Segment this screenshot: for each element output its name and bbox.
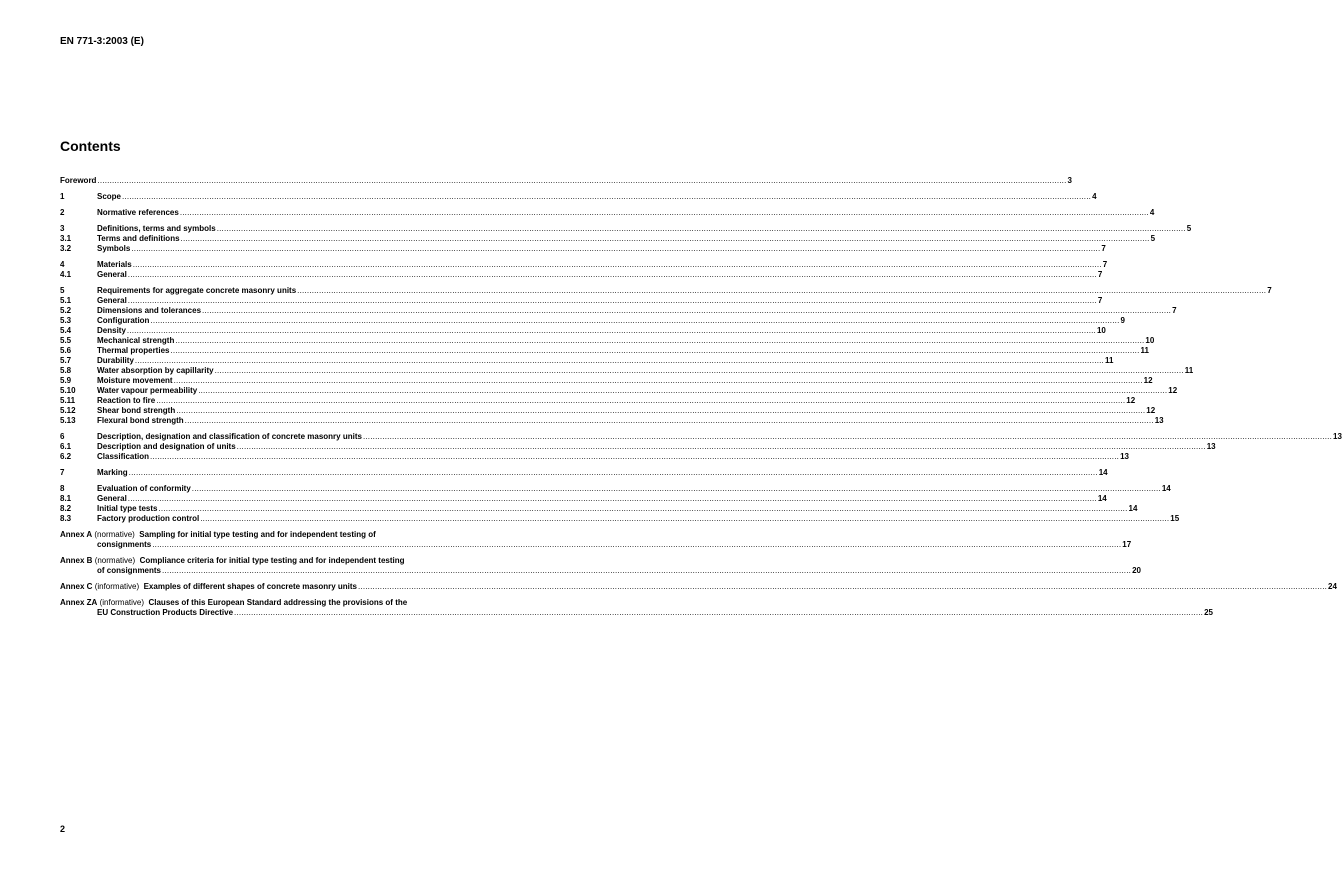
- annex-title-continued: of consignments: [97, 566, 162, 575]
- annex-page: 24: [1328, 582, 1337, 591]
- toc-entry[interactable]: [60, 270, 1103, 280]
- toc-entry-number: 2: [60, 208, 65, 217]
- dot-leader: ................................................................................................................................................................................................................................................................................................................................................................................................................: [128, 468, 1098, 477]
- table-of-contents: [60, 176, 1342, 618]
- annex-title-line: [60, 566, 1141, 576]
- dot-leader: ................................................................................................................................................................................................................................................................................................................................................................................................................: [362, 432, 1333, 441]
- annex-page: 17: [1122, 540, 1132, 549]
- toc-entry-title: Requirements for aggregate concrete masonry units: [97, 286, 297, 295]
- toc-entry[interactable]: [60, 316, 1125, 326]
- page-number: 2: [60, 824, 66, 834]
- toc-entry-title: Dimensions and tolerances: [97, 306, 202, 315]
- toc-entry[interactable]: [60, 366, 1194, 376]
- toc-entry-title: Thermal properties: [97, 346, 170, 355]
- toc-entry-number: 4: [60, 260, 65, 269]
- toc-entry[interactable]: [60, 224, 1192, 234]
- dot-leader: ................................................................................................................................................................................................................................................................................................................................................................................................................: [175, 336, 1145, 345]
- dot-leader: ................................................................................................................................................................................................................................................................................................................................................................................................................: [158, 504, 1128, 513]
- annex-label: Annex B: [60, 556, 93, 565]
- toc-entry-number: 6.2: [60, 452, 72, 461]
- toc-entry-title: Durability: [97, 356, 134, 365]
- toc-entry-title: Normative references: [97, 208, 179, 217]
- toc-entry-number: 8.1: [60, 494, 72, 503]
- dot-leader: ................................................................................................................................................................................................................................................................................................................................................................................................................: [134, 356, 1104, 365]
- annex-title-line: [60, 582, 1337, 592]
- dot-leader: ................................................................................................................................................................................................................................................................................................................................................................................................................: [173, 376, 1143, 385]
- toc-entry[interactable]: [60, 176, 1072, 186]
- toc-entry-page: 4: [1149, 208, 1155, 217]
- toc-entry-page: 14: [1161, 484, 1171, 493]
- annex-page: 20: [1132, 566, 1141, 575]
- dot-leader: ................................................................................................................................................................................................................................................................................................................................................................................................................: [152, 540, 1122, 549]
- toc-entry-title: Description and designation of units: [97, 442, 236, 451]
- annex-entry[interactable]: [60, 530, 1132, 550]
- toc-entry-page: 7: [1097, 270, 1103, 279]
- toc-entry[interactable]: [60, 356, 1114, 366]
- dot-leader: ................................................................................................................................................................................................................................................................................................................................................................................................................: [162, 566, 1132, 575]
- toc-entry-title: Evaluation of conformity: [97, 484, 191, 493]
- toc-entry-title: Symbols: [97, 244, 131, 253]
- toc-entry[interactable]: [60, 260, 1108, 270]
- annex-label: Annex ZA: [60, 598, 98, 607]
- toc-entry-page: 9: [1120, 316, 1125, 325]
- toc-entry-page: 12: [1168, 386, 1178, 395]
- toc-entry-page: 15: [1170, 514, 1180, 523]
- annex-page: 25: [1204, 608, 1213, 617]
- dot-leader: ................................................................................................................................................................................................................................................................................................................................................................................................................: [122, 192, 1092, 201]
- toc-entry-number: 8.2: [60, 504, 72, 513]
- toc-entry-page: 3: [1067, 176, 1072, 185]
- dot-leader: ................................................................................................................................................................................................................................................................................................................................................................................................................: [176, 406, 1146, 415]
- dot-leader: ................................................................................................................................................................................................................................................................................................................................................................................................................: [127, 270, 1097, 279]
- dot-leader: ................................................................................................................................................................................................................................................................................................................................................................................................................: [198, 386, 1168, 395]
- toc-entry[interactable]: [60, 376, 1153, 386]
- dot-leader: ................................................................................................................................................................................................................................................................................................................................................................................................................: [131, 244, 1101, 253]
- annex-label: Annex C: [60, 582, 93, 591]
- toc-entry-number: 3.2: [60, 244, 72, 253]
- dot-leader: ................................................................................................................................................................................................................................................................................................................................................................................................................: [191, 484, 1161, 493]
- annex-title: Compliance criteria for initial type testing and for independent testing: [139, 556, 405, 565]
- dot-leader: ................................................................................................................................................................................................................................................................................................................................................................................................................: [214, 366, 1184, 375]
- toc-entry-title: Water absorption by capillarity: [97, 366, 214, 375]
- toc-entry-title: Mechanical strength: [97, 336, 175, 345]
- toc-entry-number: 8.3: [60, 514, 72, 523]
- toc-entry-page: 11: [1104, 356, 1114, 365]
- toc-entry-title: Foreword: [60, 176, 97, 185]
- annex-entry[interactable]: [60, 582, 1337, 592]
- dot-leader: ................................................................................................................................................................................................................................................................................................................................................................................................................: [127, 296, 1097, 305]
- toc-entry-number: 7: [60, 468, 65, 477]
- toc-entry-title: Terms and definitions: [97, 234, 180, 243]
- toc-entry[interactable]: [60, 416, 1164, 426]
- annex-entry[interactable]: [60, 598, 1213, 618]
- toc-entry[interactable]: [60, 336, 1155, 346]
- toc-entry-number: 5.4: [60, 326, 72, 335]
- toc-entry-page: 7: [1102, 260, 1108, 269]
- toc-entry[interactable]: [60, 192, 1097, 202]
- toc-entry-number: 5.10: [60, 386, 76, 395]
- toc-entry-number: 5.2: [60, 306, 72, 315]
- toc-entry[interactable]: [60, 386, 1178, 396]
- toc-entry[interactable]: [60, 234, 1156, 244]
- annex-title-line: [60, 598, 546, 608]
- toc-entry-title: Initial type tests: [97, 504, 158, 513]
- annex-title-line: [60, 556, 546, 566]
- dot-leader: ................................................................................................................................................................................................................................................................................................................................................................................................................: [179, 208, 1149, 217]
- dot-leader: ................................................................................................................................................................................................................................................................................................................................................................................................................: [126, 326, 1096, 335]
- toc-entry[interactable]: [60, 296, 1103, 306]
- toc-entry[interactable]: [60, 484, 1171, 494]
- toc-entry-title: Configuration: [97, 316, 150, 325]
- toc-entry[interactable]: [60, 442, 1216, 452]
- toc-entry-title: Definitions, terms and symbols: [97, 224, 216, 233]
- toc-entry-title: Moisture movement: [97, 376, 173, 385]
- toc-entry-page: 11: [1140, 346, 1149, 355]
- toc-entry-page: 5: [1186, 224, 1192, 233]
- toc-entry-page: 14: [1097, 494, 1107, 503]
- toc-entry-page: 10: [1096, 326, 1106, 335]
- toc-entry-page: 7: [1172, 306, 1177, 315]
- dot-leader: ................................................................................................................................................................................................................................................................................................................................................................................................................: [297, 286, 1267, 295]
- dot-leader: ................................................................................................................................................................................................................................................................................................................................................................................................................: [156, 396, 1126, 405]
- toc-entry-number: 5: [60, 286, 65, 295]
- toc-entry-page: 13: [1333, 432, 1342, 441]
- annex-title-line: [60, 530, 546, 540]
- toc-entry-number: 5.8: [60, 366, 72, 375]
- toc-entry-number: 6.1: [60, 442, 72, 451]
- toc-entry-number: 5.5: [60, 336, 72, 345]
- toc-entry[interactable]: [60, 406, 1156, 416]
- annex-title: Sampling for initial type testing and for independent testing of: [139, 530, 376, 539]
- toc-entry-title: Scope: [97, 192, 122, 201]
- toc-entry-title: Flexural bond strength: [97, 416, 184, 425]
- toc-entry[interactable]: [60, 326, 1106, 336]
- toc-entry-number: 5.6: [60, 346, 72, 355]
- toc-entry-title: General: [97, 296, 127, 305]
- toc-entry[interactable]: [60, 452, 1129, 462]
- dot-leader: ................................................................................................................................................................................................................................................................................................................................................................................................................: [357, 582, 1328, 591]
- toc-entry-number: 1: [60, 192, 65, 201]
- dot-leader: ................................................................................................................................................................................................................................................................................................................................................................................................................: [200, 514, 1170, 523]
- toc-entry-number: 5.13: [60, 416, 76, 425]
- toc-entry-title: Classification: [97, 452, 150, 461]
- toc-entry-page: 4: [1092, 192, 1097, 201]
- toc-entry-title: Water vapour permeability: [97, 386, 198, 395]
- annex-label: Annex A: [60, 530, 93, 539]
- toc-entry-number: 5.1: [60, 296, 72, 305]
- document-id: EN 771-3:2003 (E): [60, 36, 144, 47]
- toc-entry[interactable]: [60, 208, 1155, 218]
- annex-type: (informative): [99, 598, 145, 607]
- toc-entry-number: 8: [60, 484, 65, 493]
- toc-entry-page: 7: [1097, 296, 1103, 305]
- toc-entry-page: 10: [1145, 336, 1155, 345]
- annex-title-line: [60, 540, 1132, 550]
- annex-type: (informative): [94, 582, 140, 591]
- toc-entry-number: 4.1: [60, 270, 72, 279]
- toc-entry[interactable]: [60, 396, 1136, 406]
- toc-entry[interactable]: [60, 244, 1106, 254]
- toc-entry-page: 14: [1128, 504, 1138, 513]
- toc-entry-title: Description, designation and classification of concrete masonry units: [97, 432, 362, 441]
- dot-leader: ................................................................................................................................................................................................................................................................................................................................................................................................................: [180, 234, 1150, 243]
- dot-leader: ................................................................................................................................................................................................................................................................................................................................................................................................................: [234, 608, 1204, 617]
- annex-entry[interactable]: [60, 556, 1141, 576]
- toc-entry-title: General: [97, 494, 127, 503]
- toc-entry-number: 5.7: [60, 356, 72, 365]
- annex-title-line: [60, 608, 1213, 618]
- toc-entry-page: 12: [1126, 396, 1136, 405]
- dot-leader: ................................................................................................................................................................................................................................................................................................................................................................................................................: [202, 306, 1172, 315]
- annex-title: Examples of different shapes of concrete masonry units: [143, 582, 357, 591]
- annex-type: (normative): [94, 530, 135, 539]
- toc-entry-number: 5.12: [60, 406, 76, 415]
- toc-entry-page: 13: [1120, 452, 1129, 461]
- dot-leader: ................................................................................................................................................................................................................................................................................................................................................................................................................: [97, 176, 1067, 185]
- dot-leader: ................................................................................................................................................................................................................................................................................................................................................................................................................: [132, 260, 1102, 269]
- toc-entry-title: Reaction to fire: [97, 396, 156, 405]
- toc-entry[interactable]: [60, 432, 1342, 442]
- dot-leader: ................................................................................................................................................................................................................................................................................................................................................................................................................: [127, 494, 1097, 503]
- annex-title-continued: EU Construction Products Directive: [97, 608, 234, 617]
- dot-leader: ................................................................................................................................................................................................................................................................................................................................................................................................................: [170, 346, 1140, 355]
- toc-entry-title: Density: [97, 326, 126, 335]
- toc-entry-title: Materials: [97, 260, 132, 269]
- toc-entry-page: 5: [1150, 234, 1156, 243]
- toc-entry-page: 13: [1206, 442, 1216, 451]
- toc-entry-number: 3: [60, 224, 65, 233]
- toc-entry[interactable]: [60, 286, 1272, 296]
- toc-entry[interactable]: [60, 306, 1177, 316]
- toc-entry[interactable]: [60, 346, 1149, 356]
- toc-entry[interactable]: [60, 514, 1180, 524]
- toc-entry-page: 12: [1143, 376, 1153, 385]
- page-title: Contents: [60, 138, 121, 154]
- annex-type: (normative): [94, 556, 136, 565]
- dot-leader: ................................................................................................................................................................................................................................................................................................................................................................................................................: [216, 224, 1186, 233]
- toc-entry-title: Marking: [97, 468, 128, 477]
- toc-entry[interactable]: [60, 494, 1107, 504]
- dot-leader: ................................................................................................................................................................................................................................................................................................................................................................................................................: [150, 452, 1120, 461]
- toc-entry-page: 7: [1101, 244, 1106, 253]
- dot-leader: ................................................................................................................................................................................................................................................................................................................................................................................................................: [150, 316, 1120, 325]
- toc-entry-number: 6: [60, 432, 65, 441]
- toc-entry[interactable]: [60, 504, 1138, 514]
- toc-entry[interactable]: [60, 468, 1108, 478]
- toc-entry-number: 5.3: [60, 316, 72, 325]
- annex-title: Clauses of this European Standard addressing the provisions of the: [148, 598, 408, 607]
- toc-entry-page: 14: [1098, 468, 1108, 477]
- dot-leader: ................................................................................................................................................................................................................................................................................................................................................................................................................: [184, 416, 1154, 425]
- dot-leader: ................................................................................................................................................................................................................................................................................................................................................................................................................: [236, 442, 1206, 451]
- toc-entry-page: 13: [1154, 416, 1164, 425]
- toc-entry-page: 11: [1184, 366, 1194, 375]
- toc-entry-number: 5.9: [60, 376, 72, 385]
- toc-entry-number: 5.11: [60, 396, 76, 405]
- toc-entry-page: 7: [1267, 286, 1272, 295]
- annex-title-continued: consignments: [97, 540, 152, 549]
- toc-entry-title: Shear bond strength: [97, 406, 176, 415]
- toc-entry-title: General: [97, 270, 127, 279]
- toc-entry-number: 3.1: [60, 234, 72, 243]
- toc-entry-title: Factory production control: [97, 514, 200, 523]
- toc-entry-page: 12: [1146, 406, 1156, 415]
